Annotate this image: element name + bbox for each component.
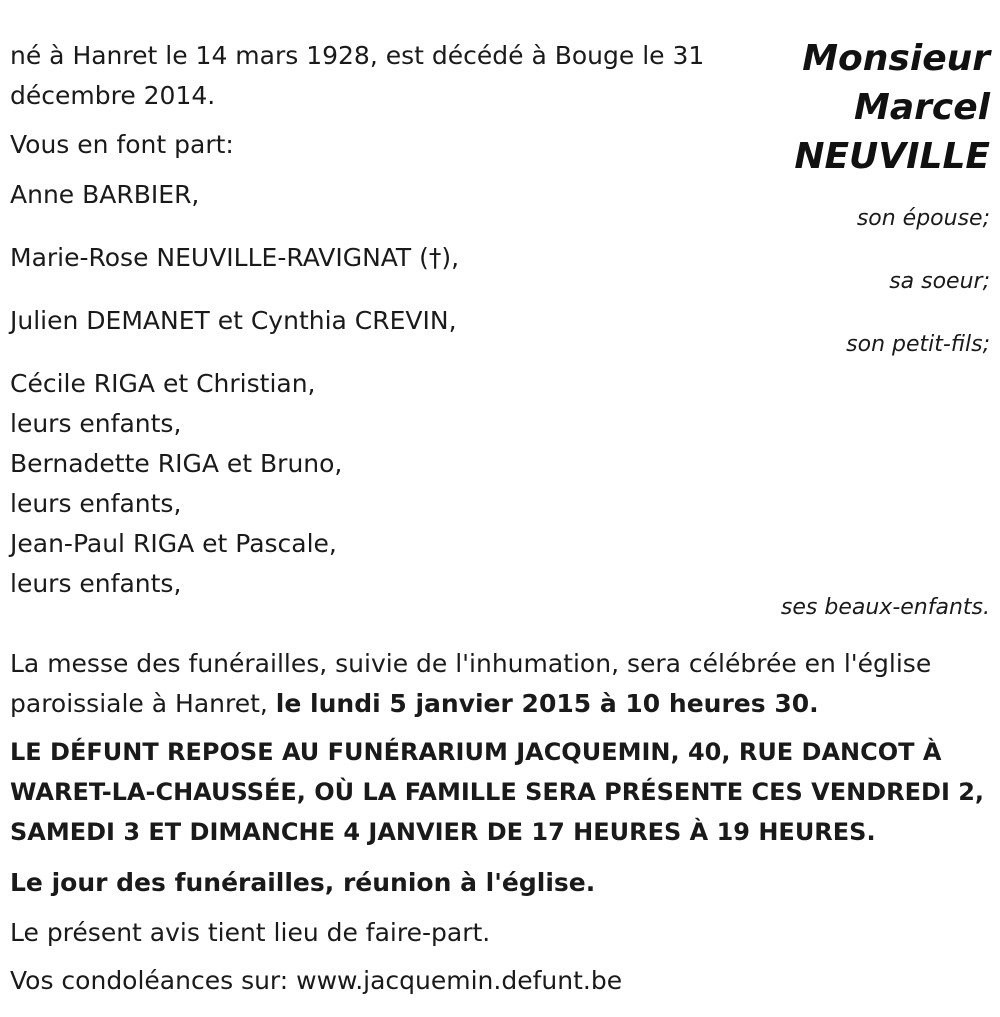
deceased-name xyxy=(794,34,990,181)
stepchild-line: leurs enfants, xyxy=(10,409,182,438)
mass-location: paroissiale à Hanret, xyxy=(10,689,276,718)
stepchild-line: leurs enfants, xyxy=(10,489,182,518)
notice-text: Le présent avis tient lieu de faire-part. xyxy=(10,918,491,947)
mass-date: le lundi 5 janvier 2015 à 10 heures 30. xyxy=(275,689,819,718)
stepchild-line: leurs enfants, xyxy=(10,569,182,598)
funerarium-line-3: SAMEDI 3 ET DIMANCHE 4 JANVIER DE 17 HEURES À 19 HEURES. xyxy=(10,818,876,846)
meeting-text: Le jour des funérailles, réunion à l'église. xyxy=(10,868,596,897)
intro-line-2: décembre 2014. xyxy=(10,81,216,110)
sister-relation: sa soeur; xyxy=(889,269,990,294)
funerarium-line-2: WARET-LA-CHAUSSÉE, OÙ LA FAMILLE SERA PRÉSENTE CES VENDREDI 2, xyxy=(10,778,985,806)
spouse-relation: son épouse; xyxy=(856,206,990,231)
mass-line-1: La messe des funérailles, suivie de l'inhumation, sera célébrée en l'église xyxy=(10,649,932,678)
stepchild-line: Jean-Paul RIGA et Pascale, xyxy=(10,529,337,558)
deceased-title: Monsieur xyxy=(802,38,990,79)
grandson-name: Julien DEMANET et Cynthia CREVIN, xyxy=(10,306,457,335)
spouse-name: Anne BARBIER, xyxy=(10,180,200,209)
deceased-last-name: NEUVILLE xyxy=(794,136,990,177)
deceased-first-name: Marcel xyxy=(854,87,990,128)
condolences-text: Vos condoléances sur: www.jacquemin.defunt.be xyxy=(10,966,623,995)
sister-name: Marie-Rose NEUVILLE-RAVIGNAT (†), xyxy=(10,243,460,272)
stepchild-line: Bernadette RIGA et Bruno, xyxy=(10,449,343,478)
announce-text: Vous en font part: xyxy=(10,130,234,159)
grandson-relation: son petit-fils; xyxy=(846,332,990,357)
funerarium-line-1: LE DÉFUNT REPOSE AU FUNÉRARIUM JACQUEMIN, 40, RUE DANCOT À xyxy=(10,738,942,766)
mass-line-2 xyxy=(10,684,819,724)
intro-line-1: né à Hanret le 14 mars 1928, est décédé à Bouge le 31 xyxy=(10,41,705,70)
stepchild-line: Cécile RIGA et Christian, xyxy=(10,369,316,398)
stepchildren-relation: ses beaux-enfants. xyxy=(780,595,990,620)
